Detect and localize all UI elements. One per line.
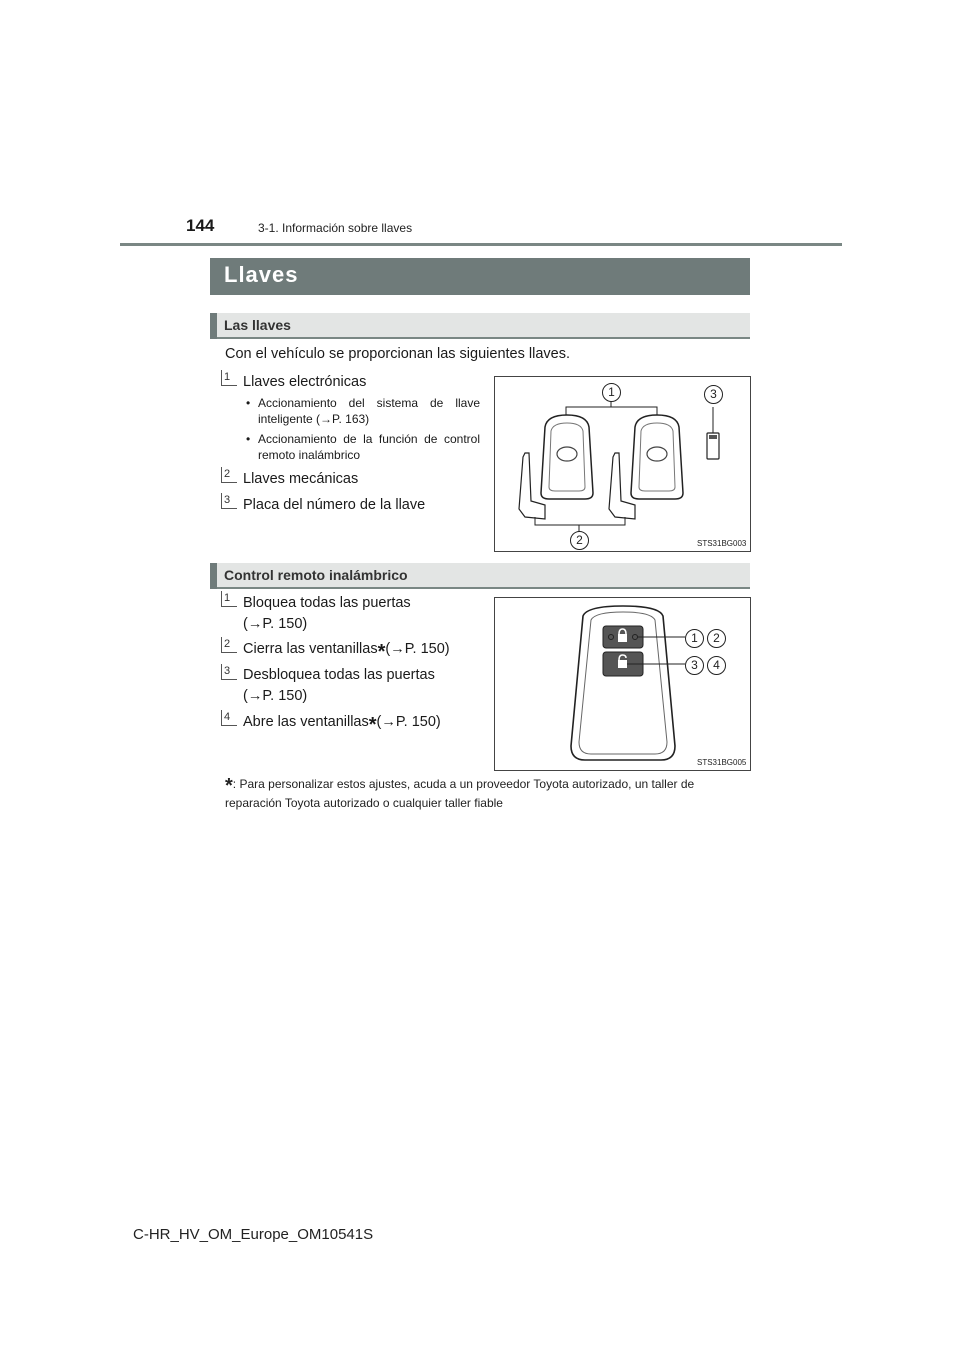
page-title: Llaves: [224, 262, 299, 287]
item-text: Cierra las ventanillas: [243, 641, 378, 657]
item-placa-numero: Placa del número de la llave: [243, 497, 426, 513]
item-number: 2: [221, 637, 237, 653]
callout-1: 1: [602, 383, 621, 402]
footnote-star: *: [225, 775, 233, 797]
callout-3: 3: [685, 656, 704, 675]
callout-2: 2: [570, 531, 589, 550]
page-reference: (→P. 150): [376, 714, 441, 730]
item-abre-ventanillas: [243, 714, 441, 736]
page-reference: (→P. 150): [385, 641, 450, 657]
asterisk-mark: *: [368, 714, 377, 736]
section-label: 3-1. Información sobre llaves: [258, 221, 413, 235]
item-text: Abre las ventanillas: [243, 714, 369, 730]
asterisk-mark: *: [377, 641, 386, 663]
header-rule: [120, 243, 842, 246]
item-number: 3: [221, 493, 237, 509]
heading-text: Las llaves: [224, 317, 291, 333]
callout-4: 4: [707, 656, 726, 675]
intro-text: Con el vehículo se proporcionan las siguientes llaves.: [225, 346, 570, 362]
item-number: 1: [221, 591, 237, 607]
callout-2: 2: [707, 629, 726, 648]
bullet-item: • Accionamiento del sistema de llave inteligente (→P. 163): [246, 396, 480, 426]
item-number: 4: [221, 710, 237, 726]
remote-illustration: [495, 598, 750, 770]
bullet-text: Accionamiento de la función de control remoto inalámbrico: [258, 432, 480, 462]
item-number: 1: [221, 370, 237, 386]
item-number: 3: [221, 664, 237, 680]
callout-1: 1: [685, 629, 704, 648]
figure-code: STS31BG003: [697, 539, 747, 548]
section-heading-las-llaves: [210, 313, 750, 339]
figure-remote: [494, 597, 751, 771]
item-bloquea-line1: Bloquea todas las puertas: [243, 595, 411, 611]
heading-bar: [210, 563, 217, 589]
figure-keys: [494, 376, 751, 552]
footnote: [225, 776, 750, 812]
figure-code: STS31BG005: [697, 758, 747, 767]
item-cierra-ventanillas: [243, 641, 450, 663]
bullet-item: • Accionamiento de la función de control remoto inalámbrico: [246, 432, 480, 462]
item-desbloquea-ref: (→P. 150): [243, 688, 308, 704]
callout-3: 3: [704, 385, 723, 404]
heading-bar: [210, 313, 217, 339]
item-llaves-mecanicas: Llaves mecánicas: [243, 471, 359, 487]
item-llaves-electronicas: Llaves electrónicas: [243, 374, 367, 390]
page-number: 144: [186, 216, 215, 235]
footnote-text: : Para personalizar estos ajustes, acuda a un proveedor Toyota autorizado, un taller de reparación Toyota autorizado o cualquier taller fiable: [225, 777, 695, 810]
section-heading-control-remoto: [210, 563, 750, 589]
item-bloquea-ref: (→P. 150): [243, 616, 308, 632]
heading-text: Control remoto inalámbrico: [224, 567, 408, 583]
item-desbloquea-line1: Desbloquea todas las puertas: [243, 667, 435, 683]
item-number: 2: [221, 467, 237, 483]
bullet-text: Accionamiento del sistema de llave inteligente (→P. 163): [258, 396, 480, 426]
footer-doc-id: C-HR_HV_OM_Europe_OM10541S: [133, 1226, 374, 1243]
